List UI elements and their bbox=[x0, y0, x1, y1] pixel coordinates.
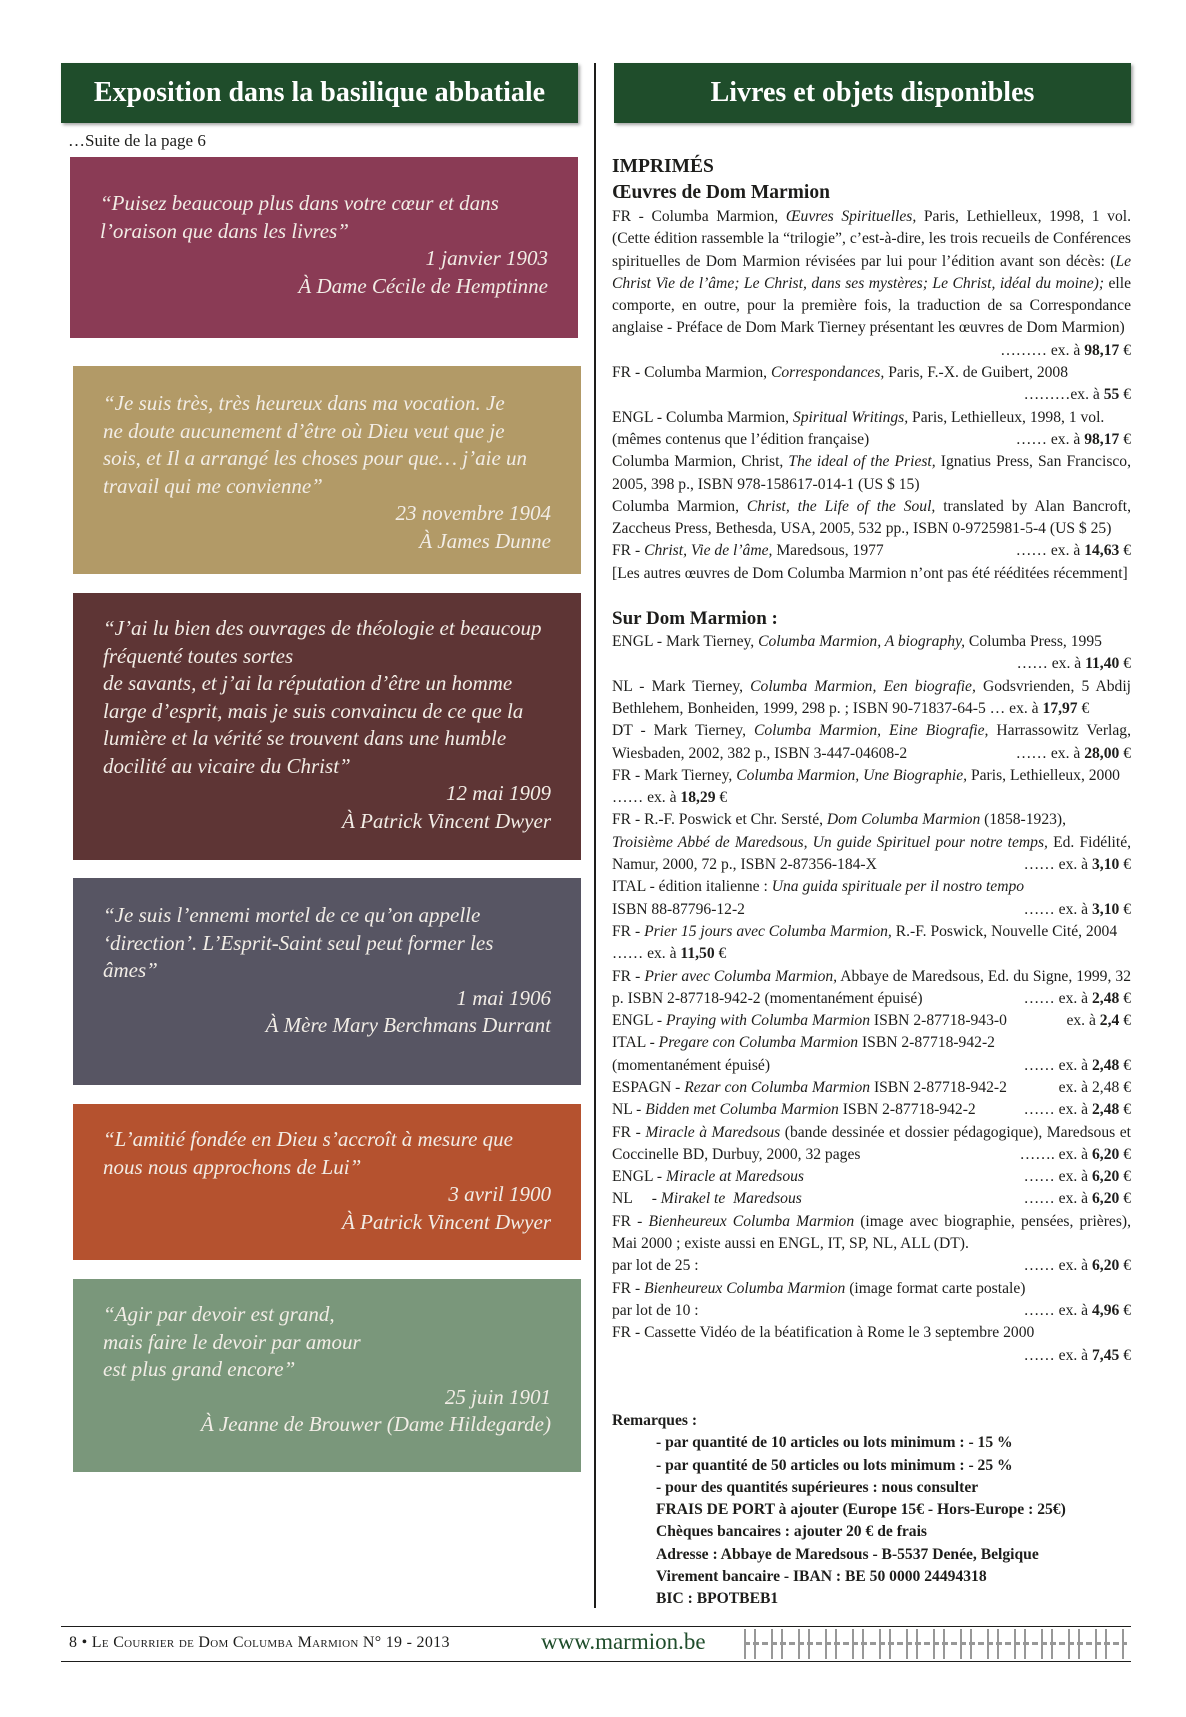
price: …… ex. à 11,40 € bbox=[1016, 655, 1131, 673]
left-section-banner: Exposition dans la basilique abbatiale bbox=[61, 63, 578, 123]
catalog-column bbox=[612, 150, 1131, 1367]
quote-line: “Je suis très, très heureux dans ma vocation. Je bbox=[103, 391, 505, 415]
quote-box bbox=[73, 366, 581, 574]
catalog-entry-row: ISBN 88-87796-12-2 …… ex. à 3,10 € bbox=[612, 900, 1131, 918]
quote-date: 12 mai 1909 bbox=[446, 781, 551, 805]
remark-line: Chèques bancaires : ajouter 20 € de frais bbox=[656, 1523, 928, 1541]
remark-line: - pour des quantités supérieures : nous consulter bbox=[656, 1478, 979, 1496]
catalog-note: [Les autres œuvres de Dom Columba Marmion n’ont pas été rééditées récemment] bbox=[612, 564, 1128, 582]
price: …… ex. à 28,00 € bbox=[1015, 744, 1131, 762]
continued-from-note: …Suite de la page 6 bbox=[68, 131, 206, 150]
page-footer bbox=[61, 1626, 1131, 1662]
catalog-entry: FR - Mark Tierney, Columba Marmion, Une Biographie, Paris, Lethielleux, 2000 bbox=[612, 766, 1120, 784]
catalog-entry-row: NL - Bidden met Columba Marmion ISBN 2-87718-942-2 …… ex. à 2,48 € bbox=[612, 1101, 1131, 1119]
price: ……… ex. à 98,17 € bbox=[1000, 341, 1131, 359]
remark-line: FRAIS DE PORT à ajouter (Europe 15€ - Hors-Europe : 25€) bbox=[656, 1501, 1066, 1519]
quote-box bbox=[73, 1104, 581, 1260]
quote-line: ‘direction’. L’Esprit-Saint seul peut former les bbox=[103, 930, 494, 955]
quote-recipient: À Dame Cécile de Hemptinne bbox=[298, 273, 548, 298]
quote-box bbox=[70, 157, 578, 338]
catalog-entry-row: par lot de 25 : …… ex. à 6,20 € bbox=[612, 1257, 1131, 1275]
price: …… ex. à 2,48 € bbox=[1023, 989, 1131, 1007]
catalog-entry-row: ENGL - Miracle at Maredsous …… ex. à 6,20 € bbox=[612, 1168, 1131, 1186]
remark-line: - par quantité de 10 articles ou lots minimum : - 15 % bbox=[656, 1434, 1013, 1452]
quote-line: sois, et Il a arrangé les choses pour que… j’aie un bbox=[103, 446, 528, 470]
catalog-entry: ENGL - Mark Tierney, Columba Marmion, A biography, Columba Press, 1995 bbox=[612, 633, 1102, 651]
quote-line: de savants, et j’ai la réputation d’être un homme bbox=[103, 671, 513, 695]
catalog-entry: FR - Bienheureux Columba Marmion (image format carte postale) bbox=[612, 1279, 1026, 1297]
quote-line: “Je suis l’ennemi mortel de ce qu’on appelle bbox=[103, 903, 481, 927]
quote-line: “L’amitié fondée en Dieu s’accroît à mesure que bbox=[103, 1127, 513, 1151]
quote-date: 1 janvier 1903 bbox=[425, 246, 548, 270]
catalog-entry: FR - Miracle à Maredsous (bande dessinée et dossier pédagogique), Maredsous et Coccinelle BD, Durbuy, 2000, 32 pages bbox=[612, 1123, 1131, 1163]
quote-date: 23 novembre 1904 bbox=[395, 501, 551, 525]
price: …… ex. à 11,50 € bbox=[612, 945, 727, 963]
price: …… ex. à 3,10 € bbox=[1023, 856, 1131, 874]
column-divider bbox=[594, 63, 596, 1608]
quote-line: large d’esprit, mais je suis convaincu de ce que la bbox=[103, 698, 524, 723]
footer-ornament bbox=[744, 1629, 1127, 1659]
remark-line: Virement bancaire - IBAN : BE 50 0000 24494318 bbox=[656, 1568, 987, 1586]
catalog-entry-row: (mêmes contenus que l’édition française) …… ex. à 98,17 € bbox=[612, 430, 1131, 448]
quote-box bbox=[73, 593, 581, 860]
catalog-entry-row: ENGL - Praying with Columba Marmion ISBN 2-87718-943-0 ex. à 2,4 € bbox=[612, 1012, 1131, 1030]
catalog-entry: Columba Marmion, Christ, The ideal of the Priest, Ignatius Press, San Francisco, 2005, 398 p., ISBN 978-158617-014-1 (US $ 15) bbox=[612, 453, 1131, 493]
section-heading-sur: Sur Dom Marmion : bbox=[612, 608, 778, 630]
quote-recipient: À James Dunne bbox=[419, 528, 551, 553]
remark-line: BIC : BPOTBEB1 bbox=[656, 1590, 779, 1608]
price: ……. ex. à 6,20 € bbox=[1019, 1145, 1131, 1163]
catalog-entry: FR - Cassette Vidéo de la béatification à Rome le 3 septembre 2000 bbox=[612, 1324, 1035, 1342]
catalog-entry: Troisième Abbé de Maredsous, Un guide Spirituel pour notre temps, Ed. Fidélité, Namur, 2000, 72 p., ISBN 2-87356-184-X bbox=[612, 833, 1132, 874]
catalog-entry-row: par lot de 10 : …… ex. à 4,96 € bbox=[612, 1301, 1131, 1319]
quote-line: lumière et la vérité se trouvent dans une humble bbox=[103, 726, 507, 750]
catalog-entry: FR - Prier 15 jours avec Columba Marmion, R.-F. Poswick, Nouvelle Cité, 2004 bbox=[612, 922, 1118, 940]
catalog-entry: DT - Mark Tierney, Columba Marmion, Eine Biografie, Harrassowitz Verlag, Wiesbaden, 2002, 382 p., ISBN 3-447-04608-2 bbox=[612, 722, 1131, 762]
right-section-banner: Livres et objets disponibles bbox=[614, 63, 1131, 123]
quote-recipient: À Patrick Vincent Dwyer bbox=[342, 808, 551, 833]
price: …… ex. à 7,45 € bbox=[1023, 1346, 1131, 1364]
catalog-entry: FR - Bienheureux Columba Marmion (image avec biographie, pensées, prières), Mai 2000 ; existe aussi en ENGL, IT, SP, NL, ALL (DT). bbox=[612, 1212, 1131, 1253]
quote-line: “Agir par devoir est grand, bbox=[103, 1302, 335, 1326]
catalog-entry: FR - R.-F. Poswick et Chr. Sersté, Dom Columba Marmion (1858-1923), bbox=[612, 811, 1067, 829]
section-heading-imprimes: IMPRIMÉS bbox=[612, 156, 714, 177]
catalog-entry: FR - Columba Marmion, Correspondances, Paris, F.-X. de Guibert, 2008 bbox=[612, 364, 1069, 382]
quote-line: mais faire le devoir par amour bbox=[103, 1329, 361, 1354]
remark-line: - par quantité de 50 articles ou lots minimum : - 25 % bbox=[656, 1456, 1013, 1474]
price: ………ex. à 55 € bbox=[1023, 386, 1131, 404]
quote-recipient: À Jeanne de Brouwer (Dame Hildegarde) bbox=[200, 1412, 551, 1436]
quote-recipient: À Patrick Vincent Dwyer bbox=[342, 1209, 551, 1234]
quote-line: nous nous approchons de Lui” bbox=[103, 1154, 362, 1179]
catalog-entry: FR - Prier avec Columba Marmion, Abbaye de Maredsous, Ed. du Signe, 1999, 32 p. ISBN 2-87718-942-2 (momentanément épuisé) bbox=[612, 967, 1132, 1007]
quote-date: 1 mai 1906 bbox=[456, 985, 551, 1010]
catalog-entry-row: ESPAGN - Rezar con Columba Marmion ISBN 2-87718-942-2 ex. à 2,48 € bbox=[612, 1078, 1131, 1096]
quote-box bbox=[73, 1279, 581, 1472]
catalog-entry-row: FR - Christ, Vie de l’âme, Maredsous, 1977 …… ex. à 14,63 € bbox=[612, 542, 1131, 560]
price: …… ex. à 18,29 € bbox=[612, 789, 728, 807]
catalog-entry: ITAL - Pregare con Columba Marmion ISBN 2-87718-942-2 bbox=[612, 1034, 995, 1052]
catalog-entry: Columba Marmion, Christ, the Life of the Soul, translated by Alan Bancroft, Zaccheus Press, Bethesda, USA, 2005, 532 pp., ISBN 0-9725981-5-4 (US $ 25) bbox=[612, 497, 1131, 538]
quote-recipient: À Mère Mary Berchmans Durrant bbox=[265, 1013, 551, 1037]
footer-website-link[interactable]: www.marmion.be bbox=[541, 1629, 706, 1654]
catalog-entry-row: (momentanément épuisé) …… ex. à 2,48 € bbox=[612, 1056, 1131, 1074]
catalog-entry-row: NL - Mirakel te Maredsous …… ex. à 6,20 € bbox=[612, 1190, 1131, 1208]
quote-line: est plus grand encore” bbox=[103, 1357, 296, 1381]
remark-line: Adresse : Abbaye de Maredsous - B-5537 Denée, Belgique bbox=[656, 1545, 1039, 1563]
quote-box bbox=[73, 878, 581, 1085]
quote-line: travail qui me convienne” bbox=[103, 473, 323, 498]
quote-line: docilité au vicaire du Christ” bbox=[103, 753, 351, 778]
catalog-entry: FR - Columba Marmion, Œuvres Spirituelles, Paris, Lethielleux, 1998, 1 vol. (Cette édition rassemble la “trilogie”, c’est-à-dire, les trois recueils de Conférences spirituelles de Dom Marmion révisées par lui pour l’édition avant son décès: (Le Christ Vie de l’âme; Le Christ, dans ses mystères; Le Christ, idéal du moine); elle comporte, en outre, pour la première fois, la traduction de sa Correspondance anglaise - Préface de Dom Mark Tierney présentant les œuvres de Dom Marmion) bbox=[612, 208, 1132, 337]
quote-line: âmes” bbox=[103, 958, 158, 982]
quote-line: l’oraison que dans les livres” bbox=[100, 218, 349, 243]
quote-date: 25 juin 1901 bbox=[444, 1384, 551, 1409]
quote-date: 3 avril 1900 bbox=[448, 1182, 551, 1206]
remarks-block bbox=[612, 1410, 1132, 1611]
section-heading-oeuvres: Œuvres de Dom Marmion bbox=[612, 182, 830, 203]
footer-publication: 8 • Le Courrier de Dom Columba Marmion N° 19 - 2013 bbox=[69, 1634, 450, 1651]
quote-line: fréquenté toutes sortes bbox=[103, 643, 294, 668]
quote-line: ne doute aucunement d’être où Dieu veut que je bbox=[103, 418, 505, 443]
remarks-title: Remarques : bbox=[612, 1412, 698, 1429]
quote-line: “J’ai lu bien des ouvrages de théologie et beaucoup bbox=[103, 616, 542, 640]
catalog-entry: NL - Mark Tierney, Columba Marmion, Een biografie, Godsvrienden, 5 Abdij Bethlehem, Bonheiden, 1999, 298 p. ; ISBN 90-71837-64-5 … ex. à 17,97 € bbox=[612, 677, 1132, 717]
catalog-entry: ITAL - édition italienne : Una guida spirituale per il nostro tempo bbox=[612, 878, 1025, 896]
quote-line: “Puisez beaucoup plus dans votre cœur et dans bbox=[100, 191, 499, 215]
catalog-entry: ENGL - Columba Marmion, Spiritual Writings, Paris, Lethielleux, 1998, 1 vol. bbox=[612, 408, 1105, 426]
